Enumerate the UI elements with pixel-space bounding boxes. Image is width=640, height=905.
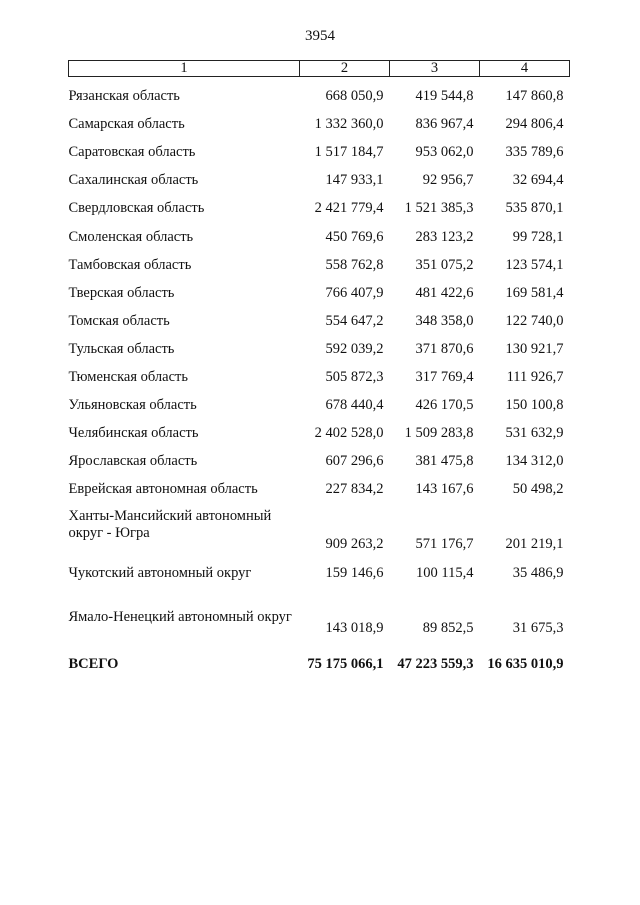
value-col-3: 481 422,6 [415, 284, 474, 301]
region-name: Тамбовская область [68, 256, 192, 273]
total-col-4: 16 635 010,9 [487, 655, 564, 672]
value-col-3: 89 852,5 [422, 619, 474, 636]
region-name: Смоленская область [68, 228, 194, 245]
total-col-3: 47 223 559,3 [397, 655, 474, 672]
value-col-2: 2 402 528,0 [314, 425, 384, 442]
value-col-4: 335 789,6 [505, 144, 564, 161]
total-col-2: 75 175 066,1 [307, 655, 384, 672]
table-row [69, 414, 570, 442]
table-row [69, 274, 570, 302]
region-name: Ямало-Ненецкий автономный округ [68, 608, 292, 625]
table-row [69, 133, 570, 161]
value-col-2: 592 039,2 [325, 340, 384, 357]
table-row [69, 161, 570, 189]
region-name: Чукотский автономный округ [68, 564, 252, 581]
value-col-4: 50 498,2 [512, 481, 564, 498]
value-col-3: 1 521 385,3 [404, 200, 474, 217]
table-header [69, 61, 570, 77]
table-row [69, 498, 570, 553]
region-name: Еврейская автономная область [68, 481, 258, 498]
value-col-3: 348 358,0 [415, 312, 474, 329]
value-col-3: 371 870,6 [415, 340, 474, 357]
value-col-2: 554 647,2 [325, 312, 384, 329]
table-row [69, 386, 570, 414]
table-row [69, 217, 570, 245]
value-col-4: 122 740,0 [505, 312, 564, 329]
table-row [69, 246, 570, 274]
total-label: ВСЕГО [68, 655, 119, 672]
value-col-2: 505 872,3 [325, 369, 384, 386]
table-row [69, 330, 570, 358]
value-col-2: 766 407,9 [325, 284, 384, 301]
region-name: Тверская область [68, 284, 175, 301]
value-col-4: 31 675,3 [512, 619, 564, 636]
value-col-3: 1 509 283,8 [404, 425, 474, 442]
table-row [69, 77, 570, 106]
value-col-3: 381 475,8 [415, 453, 474, 470]
value-col-4: 294 806,4 [505, 116, 564, 133]
table-row [69, 470, 570, 498]
value-col-4: 535 870,1 [505, 200, 564, 217]
region-name: Саратовская область [68, 144, 196, 161]
header-row [69, 61, 570, 77]
region-name: Томская область [68, 312, 170, 329]
value-col-2: 558 762,8 [325, 256, 384, 273]
value-col-3: 953 062,0 [415, 144, 474, 161]
region-name: Челябинская область [68, 425, 199, 442]
value-col-3: 836 967,4 [415, 116, 474, 133]
value-col-4: 147 860,8 [505, 88, 564, 105]
table-row [69, 189, 570, 217]
value-col-2: 143 018,9 [325, 619, 384, 636]
table-row [69, 302, 570, 330]
value-col-4: 201 219,1 [505, 536, 564, 553]
value-col-3: 283 123,2 [415, 228, 474, 245]
value-col-4: 111 926,7 [506, 369, 564, 386]
table-row [69, 358, 570, 386]
value-col-3: 351 075,2 [415, 256, 474, 273]
value-col-4: 169 581,4 [505, 284, 564, 301]
value-col-3: 426 170,5 [415, 397, 474, 414]
value-col-3: 419 544,8 [415, 88, 474, 105]
value-col-4: 130 921,7 [505, 340, 564, 357]
header-col-4: 4 [480, 61, 570, 77]
value-col-4: 531 632,9 [505, 425, 564, 442]
value-col-2: 909 263,2 [325, 536, 384, 553]
table-row [69, 553, 570, 581]
total-row [69, 637, 570, 673]
region-name: Свердловская область [68, 200, 205, 217]
value-col-4: 150 100,8 [505, 397, 564, 414]
value-col-4: 134 312,0 [505, 453, 564, 470]
value-col-4: 123 574,1 [505, 256, 564, 273]
value-col-2: 147 933,1 [325, 172, 384, 189]
value-col-3: 571 176,7 [415, 536, 474, 553]
table-row [69, 105, 570, 133]
region-name: Сахалинская область [68, 172, 199, 189]
value-col-4: 99 728,1 [512, 228, 564, 245]
region-name: Ярославская область [68, 453, 198, 470]
value-col-2: 1 332 360,0 [314, 116, 384, 133]
value-col-3: 143 167,6 [415, 481, 474, 498]
region-name: Самарская область [68, 116, 185, 133]
header-col-1: 1 [69, 61, 300, 77]
value-col-2: 668 050,9 [325, 88, 384, 105]
value-col-2: 607 296,6 [325, 453, 384, 470]
value-col-2: 2 421 779,4 [314, 200, 384, 217]
value-col-4: 35 486,9 [512, 564, 564, 581]
value-col-2: 227 834,2 [325, 481, 384, 498]
header-col-2: 2 [300, 61, 390, 77]
region-name: Ульяновская область [68, 397, 197, 414]
table-row [69, 442, 570, 470]
region-name: Тульская область [68, 340, 175, 357]
value-col-3: 92 956,7 [422, 172, 474, 189]
region-name: Ханты-Мансийский автономный округ - Югра [68, 508, 272, 542]
value-col-3: 317 769,4 [415, 369, 474, 386]
page-number: 3954 [305, 28, 335, 44]
region-name: Рязанская область [68, 88, 180, 105]
value-col-2: 450 769,6 [325, 228, 384, 245]
value-col-2: 678 440,4 [325, 397, 384, 414]
value-col-2: 159 146,6 [325, 564, 384, 581]
table-body [69, 77, 570, 673]
table-row [69, 582, 570, 637]
region-name: Тюменская область [68, 369, 188, 386]
value-col-4: 32 694,4 [512, 172, 564, 189]
data-table [68, 60, 570, 673]
header-col-3: 3 [390, 61, 480, 77]
value-col-3: 100 115,4 [416, 564, 474, 581]
value-col-2: 1 517 184,7 [314, 144, 384, 161]
